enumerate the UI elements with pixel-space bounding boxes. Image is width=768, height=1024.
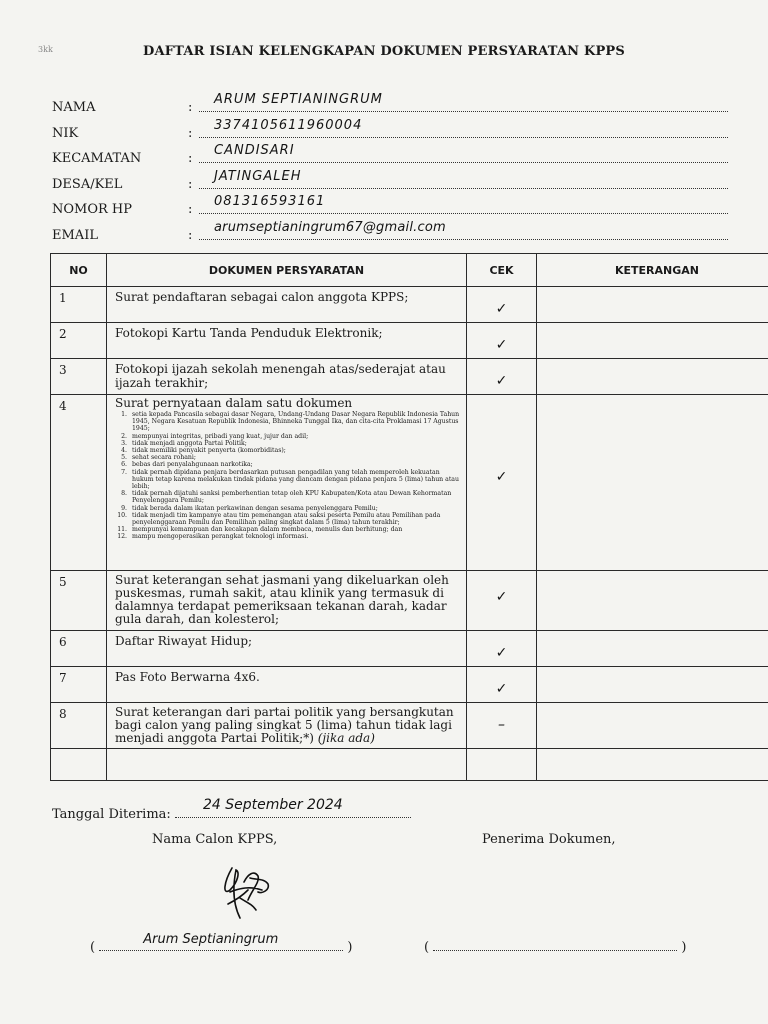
dotted-line [433,940,677,951]
date-label: Tanggal Diterima: [52,807,171,822]
field-kecamatan [52,143,732,167]
field-value: ARUM SEPTIANINGRUM [214,92,383,107]
list-item: 6. bebas dari penyalahgunaan narkotika; [129,461,460,468]
row-document: Surat keterangan dari partai politik yang bersangkutan bagi calon yang paling singkat 5 (lima) tahun tidak lagi menjadi anggota Partai Politik;*) [115,705,454,745]
requirements-table [50,253,768,781]
field-label: DESA/KEL [52,177,123,192]
row-check-cell [467,703,537,749]
date-received [52,797,411,822]
row-document: Pas Foto Berwarna 4x6. [107,667,467,703]
row-document: Surat pernyataan dalam satu dokumen [115,396,353,410]
list-item: 4. tidak memiliki penyakit penyerta (komorbiditas); [129,447,460,454]
empty-cell [537,749,768,781]
row-check-cell [467,287,537,323]
row-check-cell [467,571,537,631]
empty-cell [107,749,467,781]
paren-close: ) [681,940,687,955]
table-row [51,667,768,703]
table-row-empty [51,749,768,781]
check-mark: ✓ [495,373,508,389]
field-value: JATINGALEH [214,169,302,184]
row-check-cell [467,359,537,395]
field-value: arumseptianingrum67@gmail.com [214,220,446,235]
field-desa-kel [52,169,732,193]
table-row [51,571,768,631]
row-number: 3 [51,359,107,395]
table-row [51,395,768,571]
corner-mark: 3kk [38,45,53,54]
row-keterangan [537,359,768,395]
row-document-cell [107,395,467,571]
date-value: 24 September 2024 [202,797,343,813]
row-document: Fotokopi Kartu Tanda Penduduk Elektronik; [107,323,467,359]
list-item: 7. tidak pernah dipidana penjara berdasarkan putusan pengadilan yang telah memperoleh kekuatan hukum tetap karena melakukan tindak pidana yang diancam dengan pidana penjara 5 (lima) tahun atau lebih; [129,469,460,491]
table-row [51,703,768,749]
row-number: 7 [51,667,107,703]
list-item: 3. tidak menjadi anggota Partai Politik; [129,440,460,447]
field-email [52,220,732,244]
table-row [51,323,768,359]
dotted-line [199,162,728,163]
optional-note: (jika ada) [317,731,375,745]
field-colon: : [188,151,193,166]
check-mark: ✓ [495,645,508,661]
document-title: DAFTAR ISIAN KELENGKAPAN DOKUMEN PERSYARATAN KPPS [142,44,625,59]
dash-mark: – [498,717,505,733]
header-keterangan: KETERANGAN [537,254,768,287]
list-item: 10. tidak menjadi tim kampanye atau tim pemenangan atau saksi peserta Pemilu atau Pemilihan pada penyelenggaraan Pemilu dan Pemilihan paling singkat dalam 5 (lima) tahun terakhir; [129,512,460,526]
receiver-name-line [424,940,686,955]
row-document: Daftar Riwayat Hidup; [107,631,467,667]
field-label: NAMA [52,100,96,115]
row-document: Surat keterangan sehat jasmani yang dikeluarkan oleh puskesmas, rumah sakit, atau klinik yang termasuk di dalamnya terdapat pemeriksaan tekanan darah, kadar gula darah, dan kolesterol; [107,571,467,631]
list-item: 8. tidak pernah dijatuhi sanksi pemberhentian tetap oleh KPU Kabupaten/Kota atau Dewan Kehormatan Penyelenggara Pemilu; [129,490,460,504]
dotted-line [199,213,728,214]
table-row [51,631,768,667]
check-mark: ✓ [495,337,508,353]
receiver-label: Penerima Dokumen, [482,832,616,847]
dotted-line [199,111,728,112]
row-check-cell [467,323,537,359]
field-label: EMAIL [52,228,98,243]
row-document-cell [107,703,467,749]
row-keterangan [537,395,768,571]
field-nik [52,118,732,142]
field-colon: : [188,228,193,243]
field-colon: : [188,202,193,217]
field-label: KECAMATAN [52,151,142,166]
dotted-line [199,137,728,138]
list-item: 9. tidak berada dalam ikatan perkawinan dengan sesama penyelenggara Pemilu; [129,505,460,512]
paren-open: ( [90,940,96,955]
candidate-label: Nama Calon KPPS, [152,832,278,847]
check-mark: ✓ [495,589,508,605]
row-number: 2 [51,323,107,359]
row-check-cell [467,395,537,571]
row-keterangan [537,571,768,631]
header-cek: CEK [467,254,537,287]
row-keterangan [537,631,768,667]
list-item: 5. sehat secara rohani; [129,454,460,461]
row-keterangan [537,703,768,749]
field-colon: : [188,126,193,141]
dotted-line [99,932,343,951]
field-value: 3374105611960004 [214,118,363,133]
row-keterangan [537,287,768,323]
row-document: Fotokopi ijazah sekolah menengah atas/sederajat atau ijazah terakhir; [107,359,467,395]
field-label: NOMOR HP [52,202,133,217]
list-item: 2. mempunyai integritas, pribadi yang kuat, jujur dan adil; [129,433,460,440]
empty-cell [51,749,107,781]
row-number: 1 [51,287,107,323]
row-number: 6 [51,631,107,667]
field-colon: : [188,177,193,192]
header-no: NO [51,254,107,287]
list-item: 12. mampu mengoperasikan perangkat teknologi informasi. [129,533,460,540]
row-number: 4 [51,395,107,571]
list-item: 1. setia kepada Pancasila sebagai dasar Negara, Undang-Undang Dasar Negara Republik Indonesia Tahun 1945, Negara Kesatuan Republik Indonesia, Bhinneka Tunggal Ika, dan cita-cita Proklamasi 17 Agustus 1945; [129,411,460,433]
paren-open: ( [424,940,430,955]
header-dokumen: DOKUMEN PERSYARATAN [107,254,467,287]
signature-scribble [218,860,274,924]
list-item: 11. mempunyai kemampuan dan kecakapan dalam membaca, menulis dan berhitung; dan [129,526,460,533]
row-number: 5 [51,571,107,631]
field-value: 081316593161 [214,194,326,209]
row-keterangan [537,323,768,359]
check-mark: ✓ [495,681,508,697]
field-colon: : [188,100,193,115]
row-keterangan [537,667,768,703]
dotted-line [199,188,728,189]
dotted-line [199,239,728,240]
candidate-name-line [90,932,353,955]
row-check-cell [467,667,537,703]
empty-cell [467,749,537,781]
row-check-cell [467,631,537,667]
field-nomor-hp [52,194,732,218]
field-label: NIK [52,126,79,141]
dotted-line [175,797,411,818]
field-nama [52,92,732,116]
table-header-row [51,254,768,287]
row-document: Surat pendaftaran sebagai calon anggota KPPS; [107,287,467,323]
candidate-name: Arum Septianingrum [143,932,279,947]
row-number: 8 [51,703,107,749]
field-value: CANDISARI [214,143,295,158]
statement-list [115,411,460,541]
table-row [51,287,768,323]
table-row [51,359,768,395]
paren-close: ) [347,940,353,955]
check-mark: ✓ [495,469,508,485]
check-mark: ✓ [495,301,508,317]
